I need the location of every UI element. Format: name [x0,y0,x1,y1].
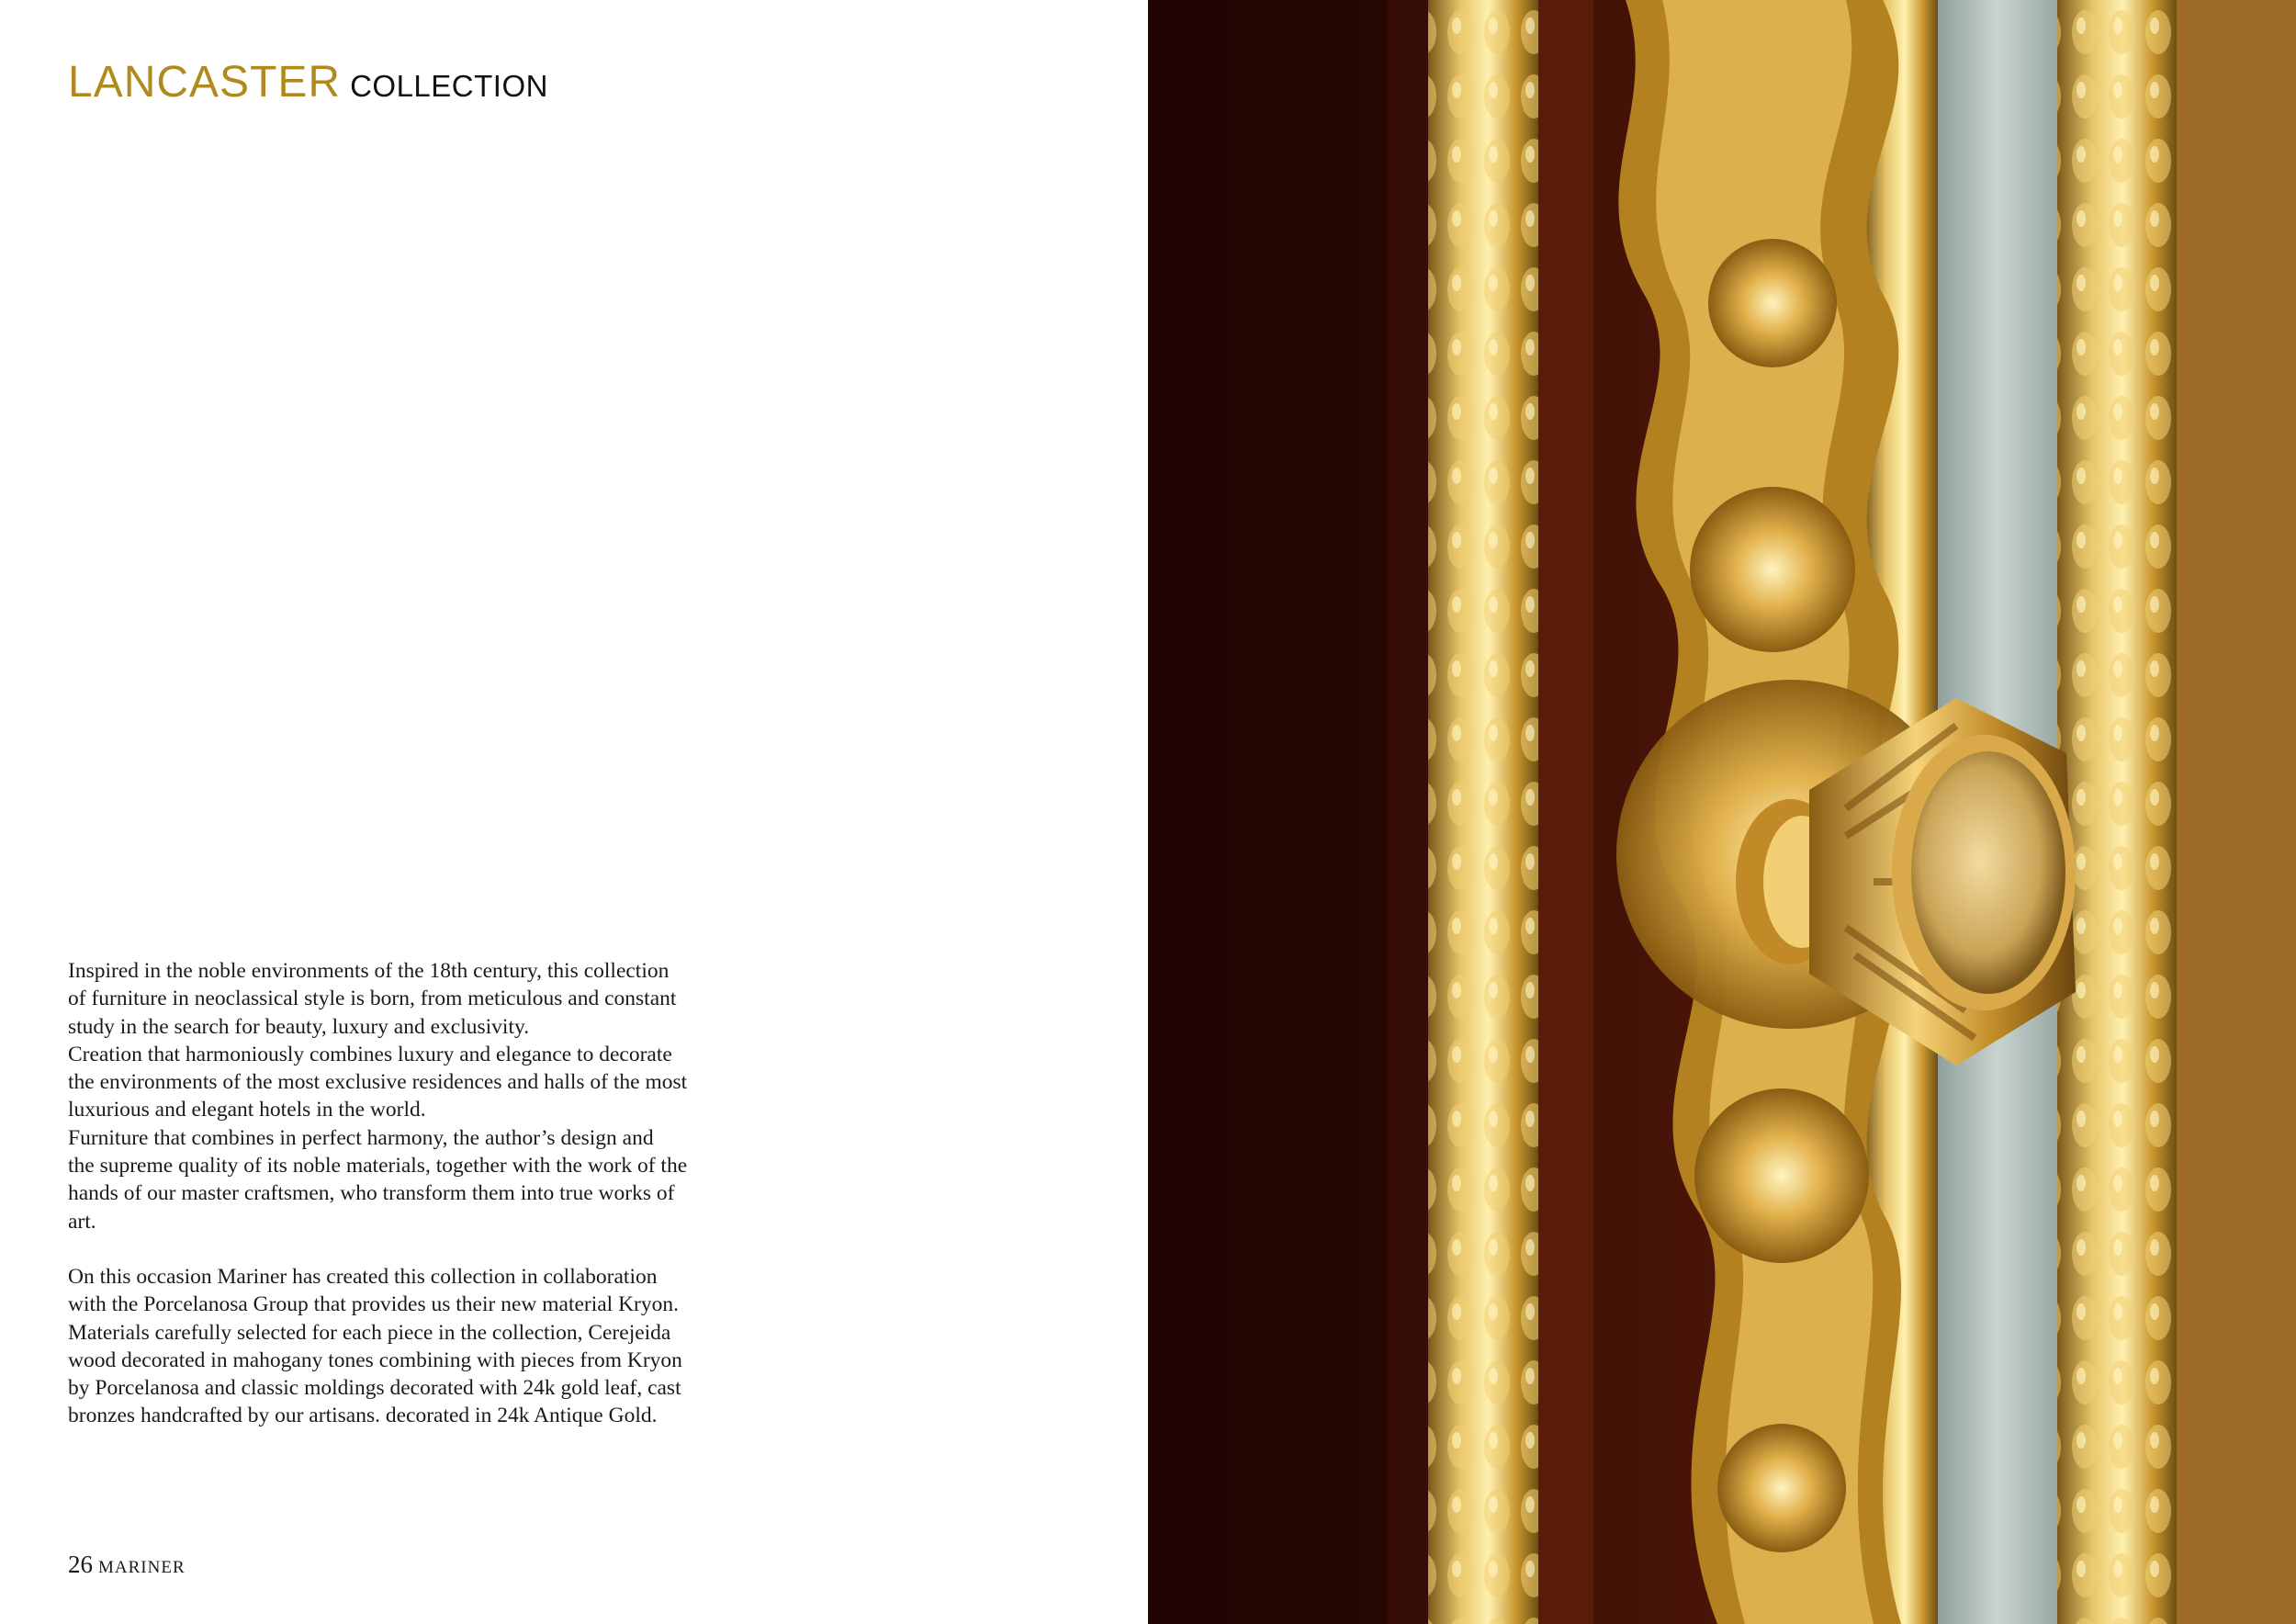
page-footer [68,1551,186,1579]
text-line: luxurious and elegant hotels in the world. [68,1098,426,1122]
door-knob-photo [1148,0,2296,1624]
text-line: hands of our master craftsmen, who transform them into true works of [68,1181,675,1206]
page-number: 26 [68,1551,93,1578]
text-line: of furniture in neoclassical style is born, from meticulous and constant [68,987,677,1011]
text-line: Inspired in the noble environments of the 18th century, this collection [68,959,670,983]
text-line: On this occasion Mariner has created this collection in collaboration [68,1264,658,1289]
text-line: Materials carefully selected for each piece in the collection, Cerejeida [68,1320,671,1345]
text-line: art. [68,1209,96,1234]
text-line: Creation that harmoniously combines luxury and elegance to decorate [68,1042,672,1066]
text-line: by Porcelanosa and classic moldings decorated with 24k gold leaf, cast [68,1376,681,1401]
paragraph-spacer [68,1235,766,1263]
text-line: the supreme quality of its noble materials, together with the work of the [68,1154,688,1179]
collection-name: LANCASTER [68,58,342,107]
page-title [68,58,548,107]
ornate-gold-door-knob-photo [1148,0,2296,1624]
paragraph-1 [68,957,766,1235]
text-line: wood decorated in mahogany tones combining with pieces from Kryon [68,1348,682,1372]
text-line: study in the search for beauty, luxury and exclusivity. [68,1014,530,1039]
text-line: the environments of the most exclusive residences and halls of the most [68,1070,688,1095]
text-line: bronzes handcrafted by our artisans. decorated in 24k Antique Gold. [68,1404,658,1428]
description-text [68,957,766,1430]
text-line: with the Porcelanosa Group that provides us their new material Kryon. [68,1292,680,1317]
brand-name: MARINER [98,1558,186,1577]
text-line: Furniture that combines in perfect harmony, the author’s design and [68,1125,654,1150]
paragraph-2 [68,1263,766,1430]
collection-label: COLLECTION [350,69,548,103]
